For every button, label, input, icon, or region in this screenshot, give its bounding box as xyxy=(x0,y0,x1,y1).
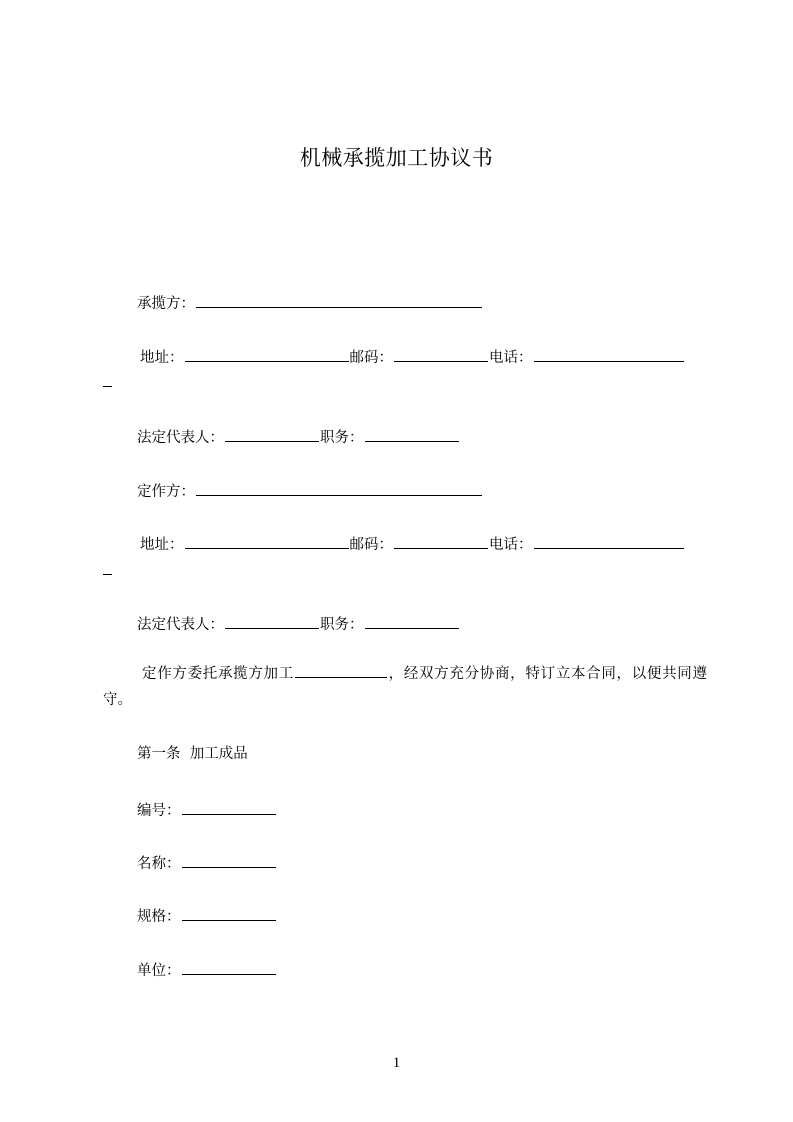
client-phone-blank[interactable] xyxy=(534,533,684,549)
intro-blank[interactable] xyxy=(295,662,387,678)
client-postcode-blank[interactable] xyxy=(394,533,488,549)
item-spec-label: 规格： xyxy=(137,909,181,925)
item-unit-blank[interactable] xyxy=(182,959,276,975)
item-unit-line xyxy=(137,959,277,981)
client-phone-label: 电话： xyxy=(489,537,533,553)
contractor-postcode-label: 邮码： xyxy=(349,350,393,366)
client-rep-line xyxy=(137,613,460,635)
client-label: 定作方： xyxy=(137,484,195,500)
contractor-postcode-blank[interactable] xyxy=(394,346,488,362)
item-number-label: 编号： xyxy=(137,803,181,819)
contractor-rep-blank[interactable] xyxy=(225,426,319,442)
client-address-line xyxy=(140,533,685,555)
contractor-phone-blank[interactable] xyxy=(534,346,684,362)
item-number-line xyxy=(137,799,277,821)
intro-prefix: 定作方委托承揽方加工 xyxy=(142,666,294,682)
contractor-position-label: 职务： xyxy=(320,430,364,446)
page-number: 1 xyxy=(392,1055,401,1071)
contractor-rep-line xyxy=(137,426,460,448)
client-address-label: 地址： xyxy=(140,537,184,553)
client-address-blank[interactable] xyxy=(185,533,349,549)
client-phone-blank-continued xyxy=(103,574,112,575)
item-name-blank[interactable] xyxy=(182,852,276,868)
client-blank[interactable] xyxy=(196,480,482,496)
item-unit-label: 单位： xyxy=(137,963,181,979)
client-position-blank[interactable] xyxy=(365,613,459,629)
contractor-address-line xyxy=(140,346,685,368)
contractor-phone-label: 电话： xyxy=(489,350,533,366)
intro-paragraph xyxy=(103,661,707,713)
item-spec-blank[interactable] xyxy=(182,905,276,921)
item-name-line xyxy=(137,852,277,874)
contractor-rep-label: 法定代表人： xyxy=(137,430,224,446)
intro-suffix: ，经双方充分协商，特订立本合同，以便共同遵守。 xyxy=(103,666,708,708)
item-number-blank[interactable] xyxy=(182,799,276,815)
contractor-position-blank[interactable] xyxy=(365,426,459,442)
contractor-blank[interactable] xyxy=(196,292,482,308)
client-position-label: 职务： xyxy=(320,617,364,633)
contractor-phone-blank-continued xyxy=(103,386,112,387)
article1-heading: 第一条 加工成品 xyxy=(137,746,248,762)
item-name-label: 名称： xyxy=(137,856,181,872)
contractor-label: 承揽方： xyxy=(137,296,195,312)
client-postcode-label: 邮码： xyxy=(349,537,393,553)
client-rep-label: 法定代表人： xyxy=(137,617,224,633)
client-rep-blank[interactable] xyxy=(225,613,319,629)
document-title: 机械承揽加工协议书 xyxy=(299,146,494,170)
item-spec-line xyxy=(137,905,277,927)
contractor-address-blank[interactable] xyxy=(185,346,349,362)
client-line xyxy=(137,480,483,502)
contractor-address-label: 地址： xyxy=(140,350,184,366)
contractor-line xyxy=(137,292,483,314)
